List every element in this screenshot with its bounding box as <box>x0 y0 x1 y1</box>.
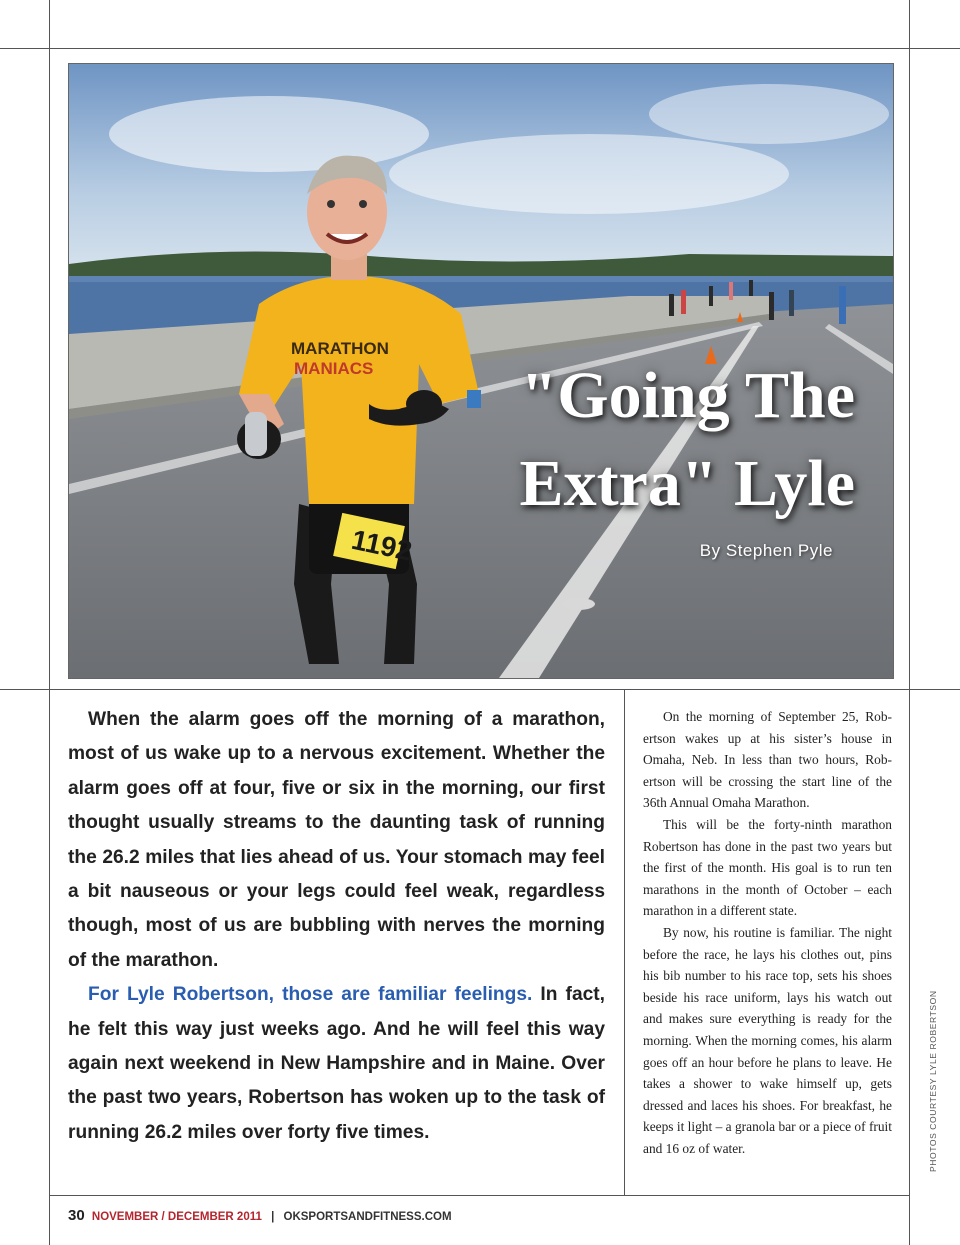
title-line-1: "Going The <box>520 359 855 432</box>
side-column <box>643 706 892 1159</box>
page-number: 30 <box>68 1207 85 1224</box>
footer-separator: | <box>271 1211 275 1223</box>
shirt-text-marathon: MARATHON <box>291 339 389 358</box>
top-rule <box>0 48 960 49</box>
title-line-2: Extra" Lyle <box>519 447 855 520</box>
issue-date: NOVEMBER / DECEMBER 2011 <box>91 1211 262 1223</box>
column-divider <box>624 689 625 1195</box>
photo-credit: PHOTOS COURTESY LYLE ROBERTSON <box>928 990 938 1172</box>
left-margin-rule <box>49 0 50 1245</box>
right-margin-rule <box>909 0 910 1245</box>
lead-paragraph-2 <box>68 978 605 1150</box>
site-url: OKSPORTSANDFITNESS.COM <box>283 1211 452 1223</box>
byline: By Stephen Pyle <box>699 541 833 560</box>
shirt-text-maniacs: MANIACS <box>294 359 374 378</box>
footer-rule <box>49 1195 909 1196</box>
photo-bottom-rule <box>0 689 960 690</box>
side-paragraph-2: This will be the forty-ninth marathon Robertson has done in the past two years but the first of the month. His goal is to run ten marathons in the month of October – each marathon in a different state. <box>643 816 892 919</box>
side-paragraph-1: On the morning of September 25, Rob-ertson wakes up at his sister’s house in Omaha, Neb. In less than two hours, Rob-ertson will be crossing the start line of the 36th Annual Omaha Marathon. <box>643 709 892 811</box>
lead-paragraph-1: When the alarm goes off the morning of a marathon, most of us wake up to a nervous excitement. Whether the alarm goes off at four, five or six in the morning, our first thought usually streams to the daunting task of running the 26.2 miles that lies ahead of us. Your stomach may feel a bit nauseous or your legs could feel weak, regardless though, most of us are bubbling with nerves the morning of the marathon. <box>68 709 605 971</box>
bib-number: 1192 <box>348 523 415 567</box>
article-title <box>435 352 855 528</box>
lead-column <box>68 703 605 1150</box>
side-paragraph-3: By now, his routine is familiar. The night before the race, he lays his clothes out, pins his bib number to his race top, sets his shoes beside his race uniform, lays his watch out and makes sure everything is ready for the morning. When the morning comes, his alarm goes off an hour before he plans to leave. He takes a shower to wake himself up, gets dressed and laces his shoes. For breakfast, he keeps it light – a granola bar or a piece of fruit and 16 oz of water. <box>643 924 892 1156</box>
lead-highlight: For Lyle Robertson, those are familiar feelings. <box>88 984 533 1006</box>
page-footer <box>68 1207 452 1224</box>
lead-paragraph-2-text: In fact, he felt this way just weeks ago. And he will feel this way again next weekend in New Hampshire and in Maine. Over the past two years, Robertson has woken up to the task of running 26.2 miles over forty five times. <box>68 984 606 1143</box>
hero-photo <box>68 63 894 679</box>
